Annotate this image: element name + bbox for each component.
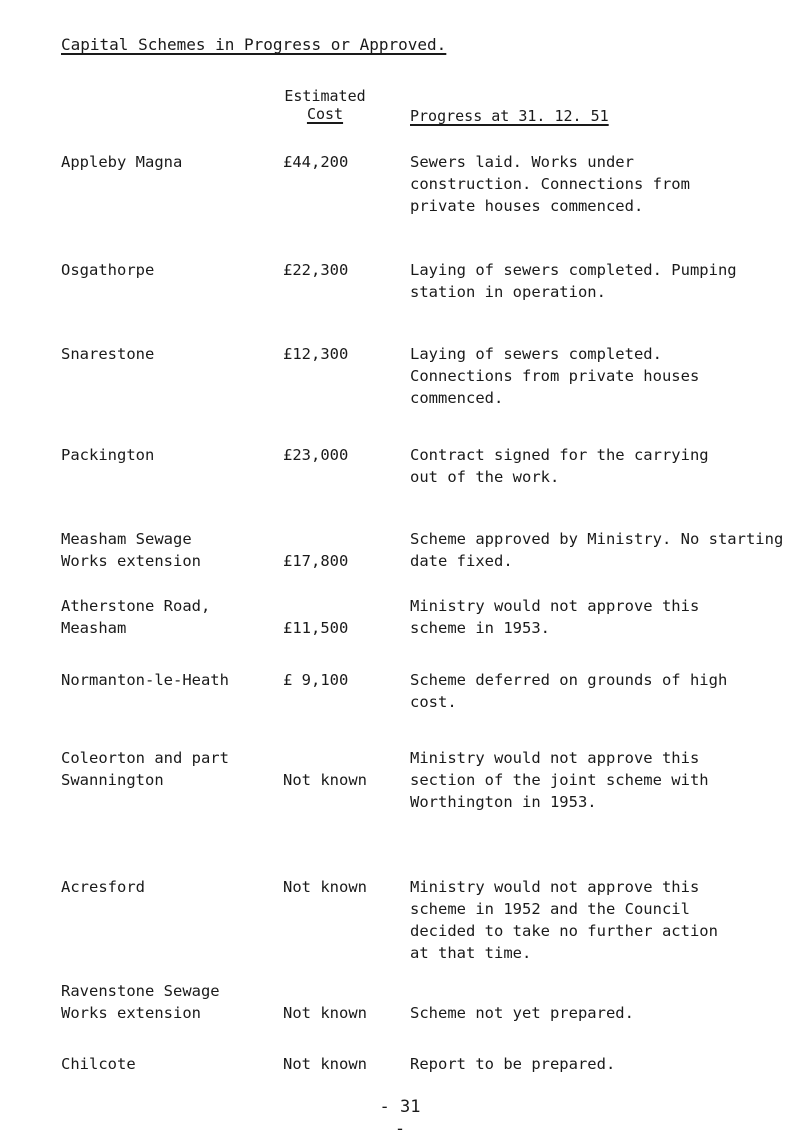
scheme-place: [61, 669, 281, 691]
scheme-cost: £17,800: [283, 552, 349, 570]
estimated-cost-header: [270, 87, 380, 123]
scheme-place: [61, 747, 281, 791]
scheme-place: [61, 259, 281, 281]
scheme-progress: Laying of sewers completed. Pumping station in operation.: [410, 261, 746, 301]
scheme-progress: Laying of sewers completed. Connections from private houses commenced.: [410, 345, 709, 407]
scheme-progress: Contract signed for the carrying out of the work.: [410, 446, 718, 486]
place-line: Measham Sewage: [61, 530, 192, 548]
place-line: Atherstone Road,: [61, 597, 211, 615]
page-number: - 31 -: [379, 1097, 421, 1139]
place-line: Swannington: [61, 771, 164, 789]
scheme-place: [61, 528, 281, 572]
scheme-cost: Not known: [283, 771, 367, 789]
progress-header: Progress at 31. 12. 51: [410, 107, 609, 125]
page-title: Capital Schemes in Progress or Approved.: [61, 35, 447, 54]
place-line: Works extension: [61, 1004, 201, 1022]
scheme-place: [61, 595, 281, 639]
scheme-progress: Scheme deferred on grounds of high cost.: [410, 671, 737, 711]
scheme-progress: Ministry would not approve this scheme in 1952 and the Council decided to take no further action at that time.: [410, 878, 728, 962]
scheme-cost: £22,300: [283, 261, 349, 279]
place-line: Acresford: [61, 878, 145, 896]
place-line: Measham: [61, 619, 127, 637]
scheme-progress: Scheme approved by Ministry. No starting date fixed.: [410, 530, 793, 570]
place-line: Coleorton and part: [61, 749, 229, 767]
scheme-progress: Ministry would not approve this section of the joint scheme with Worthington in 1953.: [410, 749, 718, 811]
scheme-place: [61, 876, 281, 898]
scheme-progress: Ministry would not approve this scheme in 1953.: [410, 597, 709, 637]
scheme-place: [61, 343, 281, 365]
scheme-cost: £23,000: [283, 446, 349, 464]
scheme-place: [61, 1053, 281, 1075]
scheme-cost: £12,300: [283, 345, 349, 363]
scheme-cost: £ 9,100: [283, 671, 349, 689]
scheme-place: [61, 444, 281, 466]
scheme-progress: Scheme not yet prepared.: [410, 1004, 634, 1022]
place-line: Chilcote: [61, 1055, 136, 1073]
scheme-cost: £44,200: [283, 153, 349, 171]
place-line: Works extension: [61, 552, 201, 570]
place-line: Appleby Magna: [61, 153, 183, 171]
scheme-cost: Not known: [283, 1055, 367, 1073]
scheme-progress: Report to be prepared.: [410, 1055, 616, 1073]
scheme-cost: Not known: [283, 878, 367, 896]
place-line: Normanton-le-Heath: [61, 671, 229, 689]
scheme-place: [61, 980, 281, 1024]
cost-header-line-1: Estimated: [284, 87, 366, 105]
scheme-cost: £11,500: [283, 619, 349, 637]
cost-header-line-2: Cost: [306, 105, 344, 123]
scheme-cost: Not known: [283, 1004, 367, 1022]
place-line: Packington: [61, 446, 155, 464]
scheme-place: [61, 151, 281, 173]
place-line: Osgathorpe: [61, 261, 155, 279]
place-line: Snarestone: [61, 345, 155, 363]
scheme-progress: Sewers laid. Works under construction. Connections from private houses commenced.: [410, 153, 700, 215]
place-line: Ravenstone Sewage: [61, 982, 220, 1000]
